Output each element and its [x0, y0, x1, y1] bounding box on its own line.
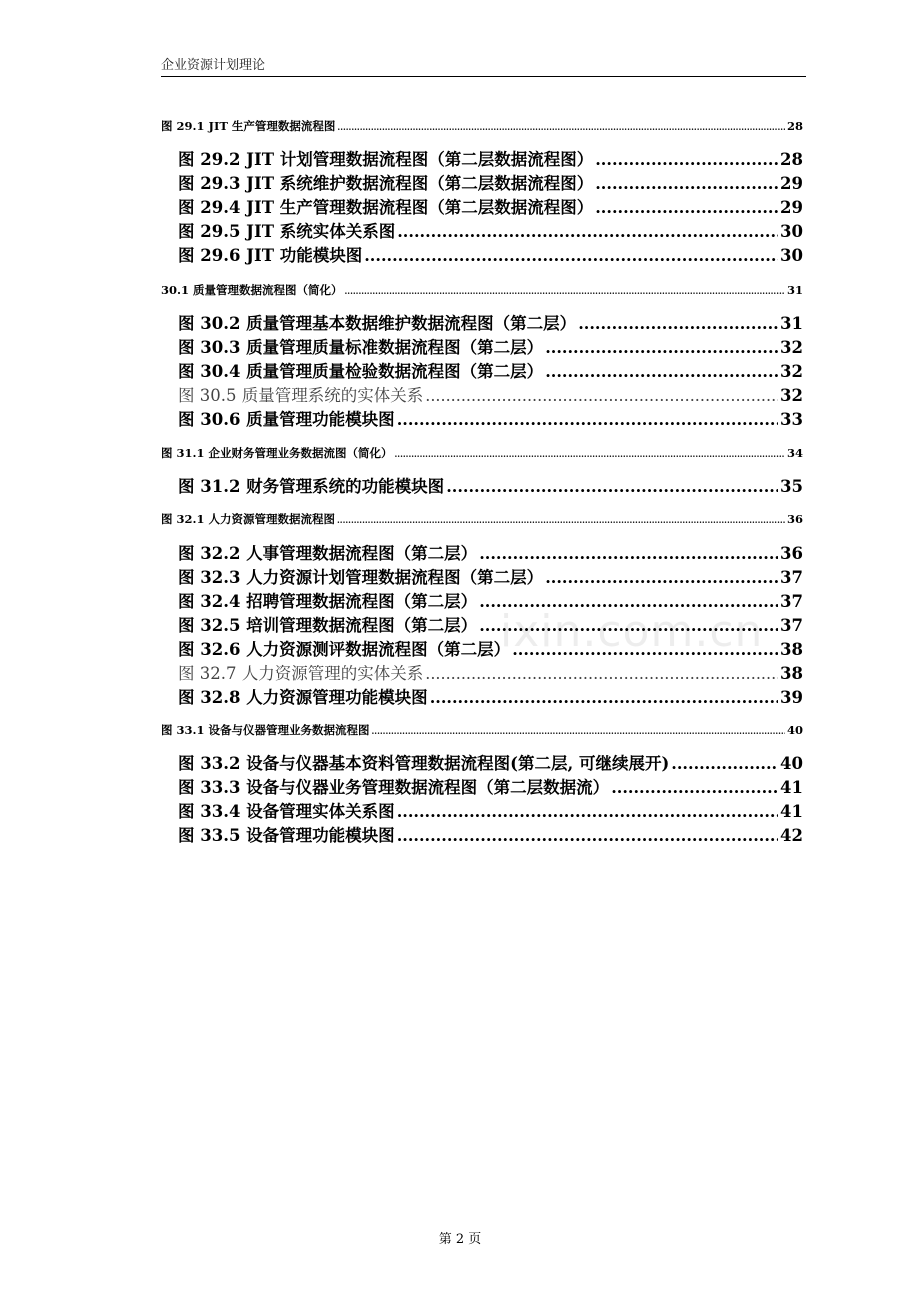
- toc-entry-label: 30.1 质量管理数据流程图（简化）: [161, 283, 343, 297]
- toc-entry-page: 35: [780, 477, 803, 496]
- toc-entry-label: 图 31.2 财务管理系统的功能模块图: [178, 477, 445, 496]
- toc-entry-label: 图 32.2 人事管理数据流程图（第二层）: [178, 544, 478, 563]
- toc-entry-label: 图 29.2 JIT 计划管理数据流程图（第二层数据流程图）: [178, 150, 594, 169]
- toc-entry-page: 37: [780, 568, 803, 587]
- toc-entry-page: 41: [780, 778, 803, 797]
- toc-leader-dots: [611, 778, 778, 797]
- toc-entry-label: 图 32.6 人力资源测评数据流程图（第二层）: [178, 640, 511, 659]
- toc-leader-dots: [595, 198, 778, 217]
- toc-entry[interactable]: [178, 684, 803, 708]
- toc-leader-dots: [372, 726, 785, 736]
- toc-entry-page: 37: [780, 616, 803, 635]
- toc-entry-label: 图 32.7 人力资源管理的实体关系: [178, 664, 424, 683]
- toc-entry-page: 28: [780, 150, 803, 169]
- toc-entry-label: 图 29.5 JIT 系统实体关系图: [178, 222, 396, 241]
- toc-entry[interactable]: [178, 218, 803, 242]
- toc-leader-dots: [595, 174, 778, 193]
- toc-entry[interactable]: [178, 334, 803, 358]
- toc-entry-page: 36: [786, 512, 803, 526]
- toc-leader-dots: [545, 338, 778, 357]
- toc-entry-label: 图 29.4 JIT 生产管理数据流程图（第二层数据流程图）: [178, 198, 594, 217]
- toc-entry-page: 39: [780, 688, 803, 707]
- toc-leader-dots: [364, 246, 778, 265]
- toc-entry-label: 图 33.1 设备与仪器管理业务数据流程图: [161, 723, 370, 737]
- toc-entry-label: 图 30.2 质量管理基本数据维护数据流程图（第二层）: [178, 314, 577, 333]
- toc-entry-page: 30: [780, 246, 803, 265]
- toc-entry[interactable]: [161, 118, 803, 134]
- toc-entry[interactable]: [178, 382, 803, 406]
- toc-leader-dots: [595, 150, 778, 169]
- toc-entry-page: 33: [780, 410, 803, 429]
- toc-entry-label: 图 33.5 设备管理功能模块图: [178, 826, 395, 845]
- toc-entry-label: 图 29.6 JIT 功能模块图: [178, 246, 363, 265]
- toc-entry[interactable]: [178, 406, 803, 430]
- toc-entry[interactable]: [178, 242, 803, 266]
- toc-entry-page: 32: [780, 386, 803, 405]
- toc-entry-label: 图 32.5 培训管理数据流程图（第二层）: [178, 616, 478, 635]
- toc-leader-dots: [397, 410, 778, 429]
- toc-entry-page: 31: [786, 283, 803, 297]
- toc-entry[interactable]: [178, 564, 803, 588]
- toc-leader-dots: [545, 362, 778, 381]
- toc-entry-page: 38: [780, 640, 803, 659]
- toc-entry-label: 图 32.4 招聘管理数据流程图（第二层）: [178, 592, 478, 611]
- toc-entry[interactable]: [178, 822, 803, 846]
- toc-leader-dots: [397, 802, 778, 821]
- toc-entry[interactable]: [178, 473, 803, 497]
- toc-leader-dots: [345, 286, 785, 296]
- toc-entry-label: 图 32.1 人力资源管理数据流程图: [161, 512, 336, 526]
- toc-entry[interactable]: [178, 750, 803, 774]
- toc-leader-dots: [425, 664, 778, 683]
- toc-entry-label: 图 29.3 JIT 系统维护数据流程图（第二层数据流程图）: [178, 174, 594, 193]
- toc-entry[interactable]: [178, 310, 803, 334]
- toc-entry-label: 图 30.4 质量管理质量检验数据流程图（第二层）: [178, 362, 544, 381]
- toc-entry-page: 32: [780, 338, 803, 357]
- toc-entry-page: 34: [786, 446, 803, 460]
- toc-entry-label: 图 29.1 JIT 生产管理数据流程图: [161, 119, 336, 133]
- toc-entry-page: 29: [780, 174, 803, 193]
- toc-entry-label: 图 30.6 质量管理功能模块图: [178, 410, 395, 429]
- toc-entry-page: 29: [780, 198, 803, 217]
- toc-entry-label: 图 30.5 质量管理系统的实体关系: [178, 386, 424, 405]
- toc-entry-label: 图 30.3 质量管理质量标准数据流程图（第二层）: [178, 338, 544, 357]
- toc-entry[interactable]: [161, 282, 803, 298]
- toc-leader-dots: [479, 544, 778, 563]
- toc-leader-dots: [425, 386, 778, 405]
- toc-leader-dots: [545, 568, 778, 587]
- toc-entry-page: 32: [780, 362, 803, 381]
- toc-leader-dots: [578, 314, 778, 333]
- toc-entry[interactable]: [178, 774, 803, 798]
- toc-entry-page: 38: [780, 664, 803, 683]
- toc-entry[interactable]: [178, 146, 803, 170]
- toc-entry[interactable]: [178, 798, 803, 822]
- toc-entry[interactable]: [178, 170, 803, 194]
- toc-entry-page: 28: [786, 119, 803, 133]
- toc-entry[interactable]: [161, 722, 803, 738]
- toc-leader-dots: [430, 688, 778, 707]
- toc-entry[interactable]: [161, 511, 803, 527]
- toc-leader-dots: [395, 449, 785, 459]
- toc-entry-page: 37: [780, 592, 803, 611]
- toc-entry[interactable]: [178, 540, 803, 564]
- toc-entry-page: 30: [780, 222, 803, 241]
- toc-entry-label: 图 33.4 设备管理实体关系图: [178, 802, 395, 821]
- toc-leader-dots: [397, 826, 778, 845]
- toc-entry-label: 图 33.3 设备与仪器业务管理数据流程图（第二层数据流）: [178, 778, 610, 797]
- header-title: 企业资源计划理论: [161, 58, 266, 73]
- toc-entry-label: 图 31.1 企业财务管理业务数据流图（简化）: [161, 446, 393, 460]
- toc-leader-dots: [446, 477, 778, 496]
- toc-entry-page: 36: [780, 544, 803, 563]
- toc-entry[interactable]: [178, 660, 803, 684]
- toc-entry-page: 41: [780, 802, 803, 821]
- toc-entry[interactable]: [161, 445, 803, 461]
- toc-leader-dots: [397, 222, 778, 241]
- toc-entry-page: 31: [780, 314, 803, 333]
- toc-leader-dots: [337, 515, 785, 525]
- toc-entry-page: 40: [786, 723, 803, 737]
- toc-leader-dots: [671, 754, 778, 773]
- toc-entry-label: 图 32.3 人力资源计划管理数据流程图（第二层）: [178, 568, 544, 587]
- toc-entry-label: 图 33.2 设备与仪器基本资料管理数据流程图(第二层, 可继续展开): [178, 754, 670, 773]
- toc-entry-page: 40: [780, 754, 803, 773]
- toc-entry-page: 42: [780, 826, 803, 845]
- watermark: ixin.com.cn: [500, 606, 764, 657]
- toc-entry[interactable]: [178, 358, 803, 382]
- toc-entry[interactable]: [178, 194, 803, 218]
- page-footer: 第 2 页: [438, 1232, 482, 1247]
- toc-entry-label: 图 32.8 人力资源管理功能模块图: [178, 688, 428, 707]
- toc-leader-dots: [337, 122, 785, 132]
